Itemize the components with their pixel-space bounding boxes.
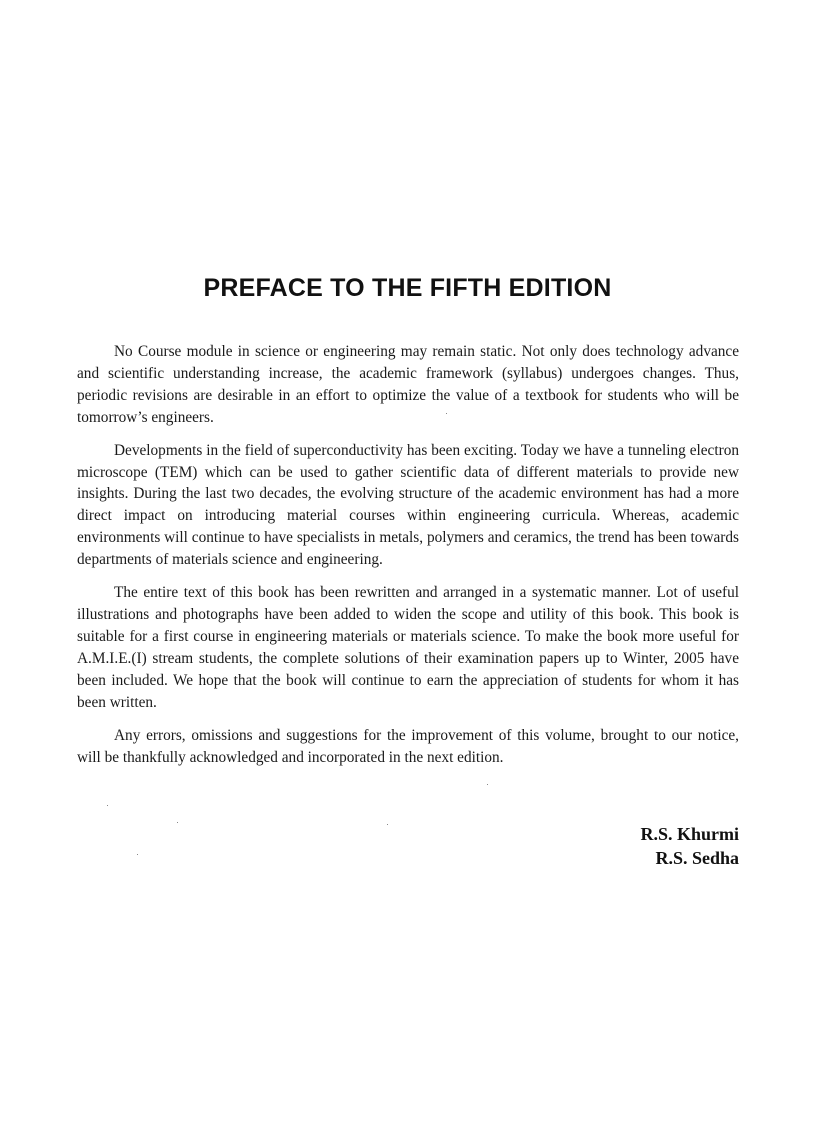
author-name-2: R.S. Sedha [655, 848, 739, 868]
author-signature [640, 822, 739, 870]
paragraph-4: Any errors, omissions and suggestions for the improvement of this volume, brought to our notice, will be thankfully acknowledged and incorporated in the next edition. [77, 726, 739, 766]
paragraph-1: No Course module in science or engineering may remain static. Not only does technology advance and scientific understanding increase, the academic framework (syllabus) undergoes changes. Thus, periodic revisions are desirable in an effort to optimize the value of a textbook for students who will be tomorrow’s engineers. [77, 343, 739, 426]
preface-body [77, 341, 739, 780]
paragraph-3: The entire text of this book has been rewritten and arranged in a systematic manner. Lot of useful illustrations and photographs have been added to widen the scope and utility of this book. This book is suitable for a first course in engineering materials or materials science. To make the book more useful for A.M.I.E.(I) stream students, the complete solutions of their examination papers up to Winter, 2005 have been included. We hope that the book will continue to earn the appreciation of students for whom it has been written. [77, 584, 739, 711]
scan-speck [446, 413, 447, 414]
paragraph-2: Developments in the field of superconductivity has been exciting. Today we have a tunneling electron microscope (TEM) which can be used to gather scientific data of different materials to provide new insights. During the last two decades, the evolving structure of the academic environment has had a more direct impact on introducing material courses within engineering curricula. Whereas, academic environments will continue to have specialists in metals, polymers and ceramics, the trend has been towards departments of materials science and engineering. [77, 441, 739, 569]
scan-speck [387, 824, 388, 825]
scan-speck [487, 784, 488, 785]
author-name-1: R.S. Khurmi [640, 824, 739, 844]
scan-speck [107, 805, 108, 806]
scan-speck [177, 822, 178, 823]
scan-speck [137, 854, 138, 855]
page-title: PREFACE TO THE FIFTH EDITION [203, 274, 612, 302]
